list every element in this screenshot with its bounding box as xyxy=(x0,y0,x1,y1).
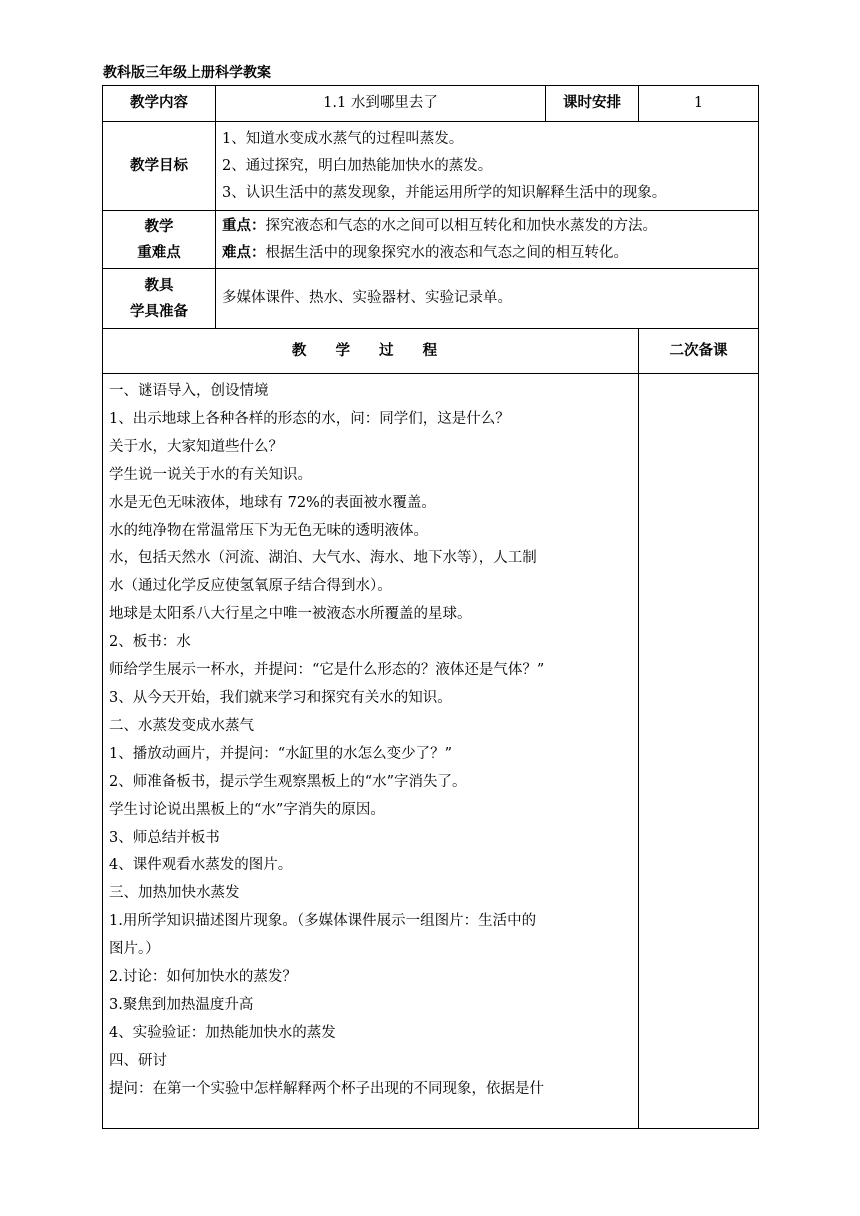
objective-item: 2、通过探究，明白加热能加快水的蒸发。 xyxy=(222,157,493,174)
key-points-row xyxy=(103,211,759,269)
process-line: 水是无色无味液体，地球有 72%的表面被水覆盖。 xyxy=(109,494,436,511)
objectives-content xyxy=(216,122,759,211)
focus-label: 重点： xyxy=(222,217,266,234)
process-line: 4、课件观看水蒸发的图片。 xyxy=(109,857,293,874)
process-line: 2、板书：水 xyxy=(109,634,191,651)
process-line: 一、谜语导入，创设情境 xyxy=(109,383,269,399)
materials-content: 多媒体课件、热水、实验器材、实验记录单。 xyxy=(216,269,759,329)
focus-text: 探究液态和气态的水之间可以相互转化和加快水蒸发的方法。 xyxy=(265,217,657,234)
secondary-prep-content xyxy=(639,374,759,1129)
process-heading-text: 教 学 过 程 xyxy=(291,342,450,359)
key-points-label xyxy=(103,211,216,269)
process-line: 四、研讨 xyxy=(109,1052,167,1069)
materials-row xyxy=(103,269,759,329)
process-line: 2、师准备板书，提示学生观察黑板上的“水”字消失了。 xyxy=(109,773,467,790)
process-line: 1、播放动画片，并提问：“水缸里的水怎么变少了？” xyxy=(109,745,453,762)
document-title: 教科版三年级上册科学教案 xyxy=(103,65,271,81)
process-line: 地球是太阳系八大行星之中唯一被液态水所覆盖的星球。 xyxy=(109,606,472,623)
process-line: 4、实验验证：加热能加快水的蒸发 xyxy=(109,1024,336,1041)
content-value: 1.1 水到哪里去了 xyxy=(216,86,546,122)
process-heading xyxy=(103,329,639,374)
process-line: 1、出示地球上各种各样的形态的水，问：同学们，这是什么？ xyxy=(109,410,510,427)
header-row xyxy=(103,86,759,122)
secondary-prep-heading: 二次备课 xyxy=(639,329,759,374)
materials-label-line1: 教具 xyxy=(144,277,174,294)
process-lines xyxy=(109,378,632,1104)
process-line: 水的纯净物在常温常压下为无色无味的透明液体。 xyxy=(109,522,428,539)
process-line: 3、从今天开始，我们就来学习和探究有关水的知识。 xyxy=(109,689,452,706)
objectives-label: 教学目标 xyxy=(103,122,216,211)
process-content xyxy=(103,374,639,1129)
process-line: 三、加热加快水蒸发 xyxy=(109,885,240,902)
objective-item: 1、知道水变成水蒸气的过程叫蒸发。 xyxy=(222,130,464,147)
schedule-label: 课时安排 xyxy=(546,86,639,122)
process-line: 水（通过化学反应使氢氧原子结合得到水）。 xyxy=(109,578,392,595)
process-line: 关于水，大家知道些什么？ xyxy=(109,438,283,455)
process-line: 水，包括天然水（河流、湖泊、大气水、海水、地下水等），人工制 xyxy=(109,550,537,567)
process-line: 学生讨论说出黑板上的“水”字消失的原因。 xyxy=(109,801,385,818)
key-points-content xyxy=(216,211,759,269)
process-line: 学生说一说关于水的有关知识。 xyxy=(109,466,312,483)
objectives-row xyxy=(103,122,759,211)
schedule-value: 1 xyxy=(639,86,759,122)
process-body-row xyxy=(103,374,759,1129)
difficulty-label: 难点： xyxy=(222,244,266,261)
content-label: 教学内容 xyxy=(103,86,216,122)
process-line: 二、水蒸发变成水蒸气 xyxy=(109,717,254,734)
key-points-label-line1: 教学 xyxy=(144,218,174,235)
lesson-plan-table xyxy=(102,85,759,1129)
process-line: 3.聚焦到加热温度升高 xyxy=(109,996,254,1013)
process-line: 3、师总结并板书 xyxy=(109,829,220,846)
process-line: 1.用所学知识描述图片现象。（多媒体课件展示一组图片：生活中的 xyxy=(109,913,537,930)
difficulty-line xyxy=(222,240,752,267)
difficulty-text: 根据生活中的现象探究水的液态和气态之间的相互转化。 xyxy=(265,244,628,261)
process-line: 2.讨论：如何加快水的蒸发？ xyxy=(109,969,297,986)
process-line: 提问：在第一个实验中怎样解释两个杯子出现的不同现象，依据是什 xyxy=(109,1080,544,1097)
materials-label-line2: 学具准备 xyxy=(130,303,188,320)
process-line: 师给学生展示一杯水，并提问：“它是什么形态的？液体还是气体？” xyxy=(109,662,545,679)
process-header-row xyxy=(103,329,759,374)
key-points-label-line2: 重难点 xyxy=(137,244,181,261)
objective-item: 3、认识生活中的蒸发现象，并能运用所学的知识解释生活中的现象。 xyxy=(222,184,667,201)
process-line: 图片。） xyxy=(109,941,160,958)
focus-line xyxy=(222,213,752,240)
materials-label xyxy=(103,269,216,329)
